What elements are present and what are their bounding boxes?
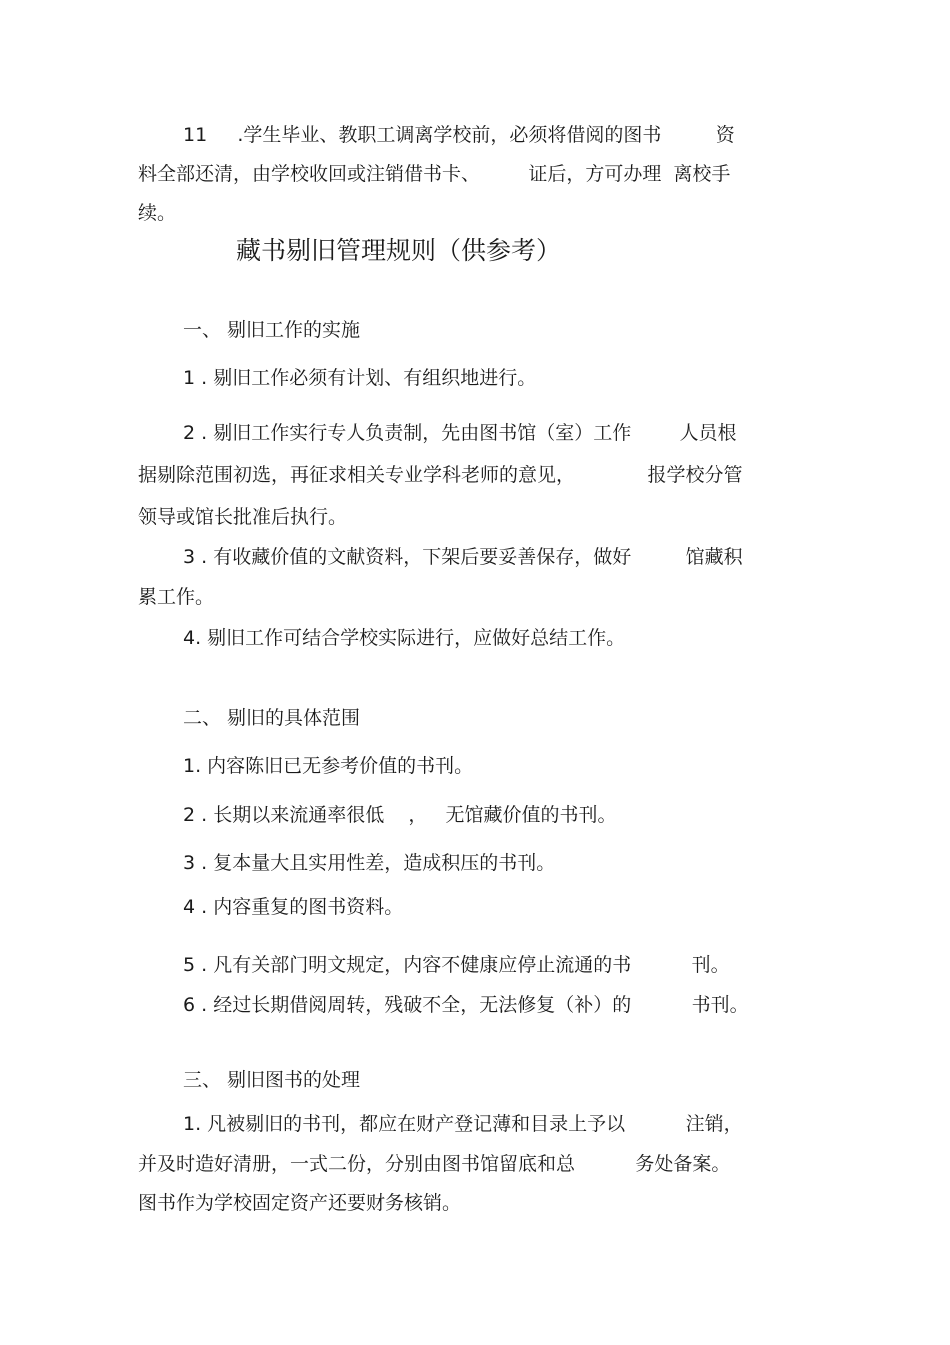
section-1-item-2-line-2: 据剔除范围初选，再征求相关专业学科老师的意见， 报学校分管 <box>138 464 743 486</box>
section-2-item-3: 3 . 复本量大且实用性差，造成积压的书刊。 <box>183 852 556 874</box>
section-1-item-1: 1 . 剔旧工作必须有计划、有组织地进行。 <box>183 367 537 389</box>
section-1-item-2-line-1: 2 . 剔旧工作实行专人负责制，先由图书馆（室）工作 人员根 <box>183 422 737 444</box>
section-2-item-4: 4 . 内容重复的图书资料。 <box>183 896 404 918</box>
section-1-item-3-line-1: 3 . 有收藏价值的文献资料，下架后要妥善保存，做好 馆藏积 <box>183 546 743 568</box>
section-3-item-1-line-3: 图书作为学校固定资产还要财务核销。 <box>138 1192 462 1214</box>
section-1-heading: 一、 剔旧工作的实施 <box>183 319 361 341</box>
section-1-item-2-line-3: 领导或馆长批准后执行。 <box>138 506 348 528</box>
section-1-item-3-line-2: 累工作。 <box>138 586 215 608</box>
section-2-item-1: 1. 内容陈旧已无参考价值的书刊。 <box>183 755 474 777</box>
document-title: 藏书剔旧管理规则（供参考） <box>236 236 562 265</box>
section-3-heading: 三、 剔旧图书的处理 <box>183 1069 361 1091</box>
section-3-item-1-line-2: 并及时造好清册，一式二份，分别由图书馆留底和总 务处备案。 <box>138 1153 731 1175</box>
section-2-item-5: 5 . 凡有关部门明文规定，内容不健康应停止流通的书 刊。 <box>183 954 730 976</box>
section-3-item-1-line-1: 1. 凡被剔旧的书刊，都应在财产登记薄和目录上予以 注销， <box>183 1113 743 1135</box>
rule-11-line-3: 续。 <box>138 202 177 224</box>
section-1-item-4: 4. 剔旧工作可结合学校实际进行，应做好总结工作。 <box>183 627 626 649</box>
rule-11-line-2: 料全部还清，由学校收回或注销借书卡、 证后，方可办理 离校手 <box>138 163 731 185</box>
section-2-heading: 二、 剔旧的具体范围 <box>183 707 361 729</box>
rule-11-line-1: 11 .学生毕业、教职工调离学校前，必须将借阅的图书 资 <box>183 124 735 146</box>
section-2-item-2: 2 . 长期以来流通率很低 ， 无馆藏价值的书刊。 <box>183 804 617 826</box>
section-2-item-6: 6 . 经过长期借阅周转，残破不全，无法修复（补）的 书刊。 <box>183 994 749 1016</box>
